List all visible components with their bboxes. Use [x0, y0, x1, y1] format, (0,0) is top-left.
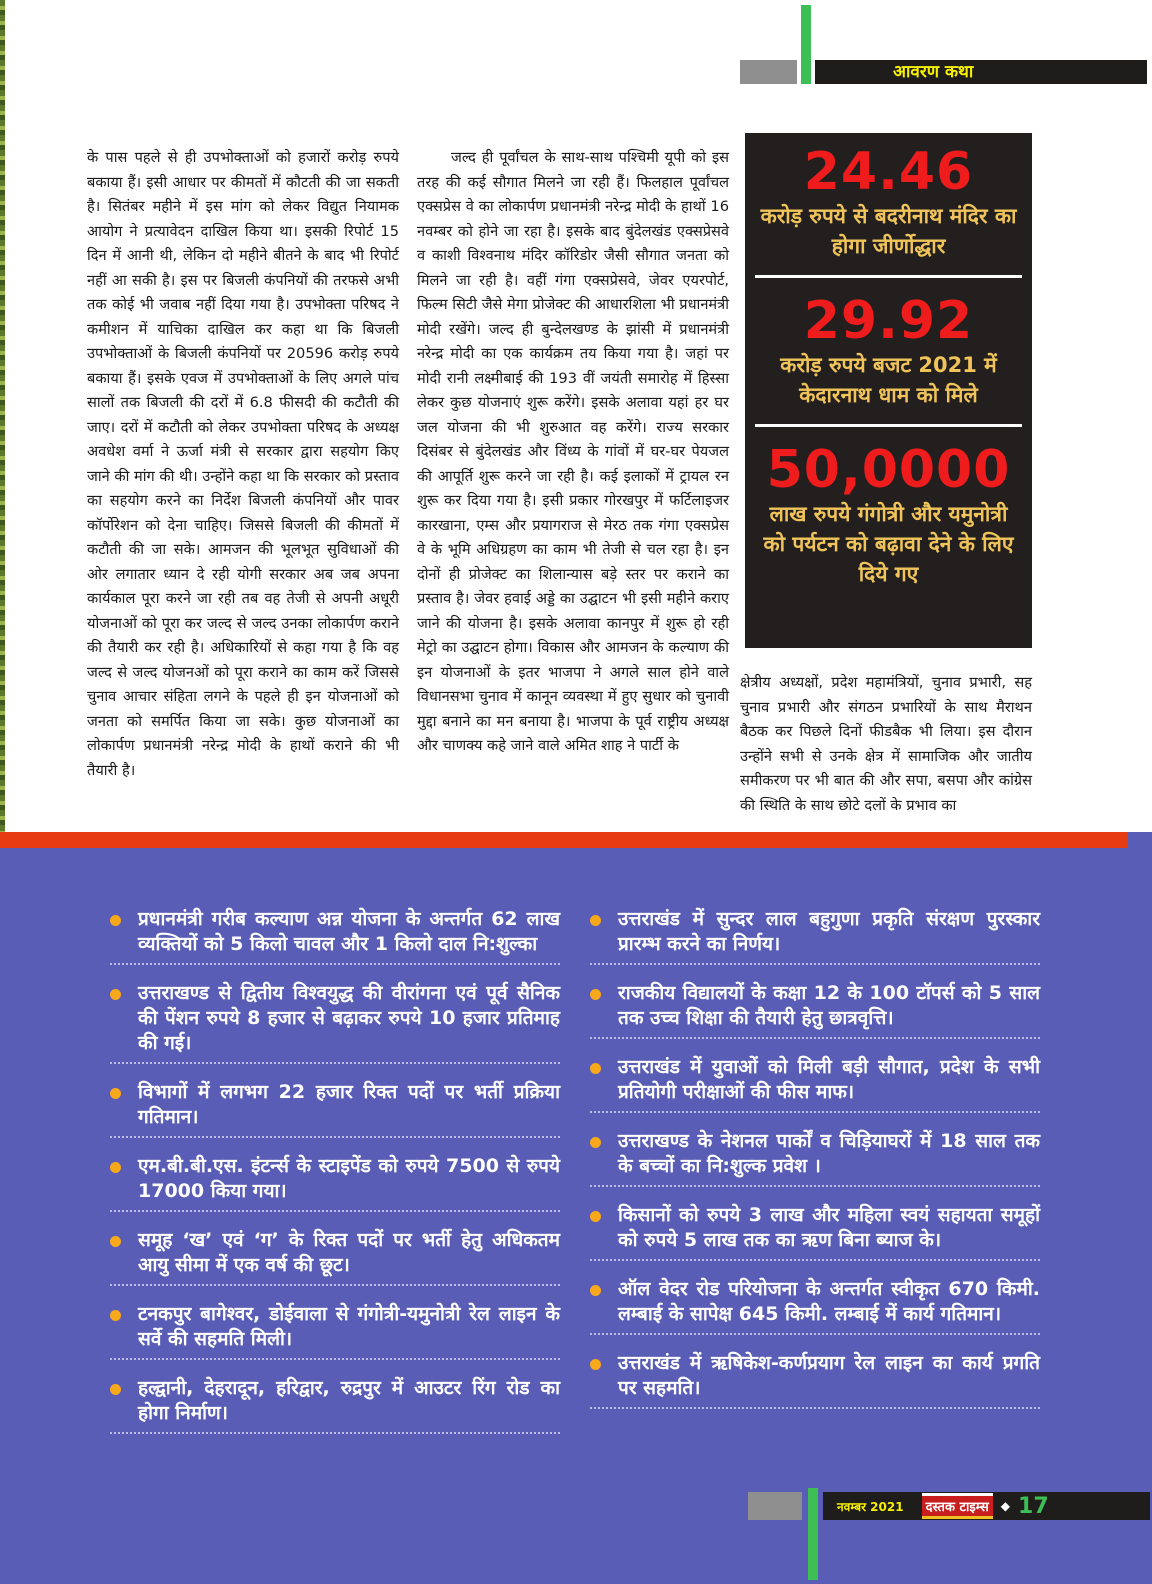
- bullet-icon: [590, 1285, 601, 1296]
- fact-item: [745, 133, 1032, 261]
- highlight-text: उत्तराखंड में सुन्दर लाल बहुगुणा प्रकृति संरक्षण पुरस्कार प्रारम्भ करने का निर्णय।: [618, 908, 1040, 955]
- highlight-text: उत्तराखण्ड से द्वितीय विश्वयुद्ध की वीरांगना एवं पूर्व सैनिक की पेंशन रुपये 8 हजार से बढ़ाकर रुपये 10 हजार प्रतिमाह की गई।: [138, 982, 560, 1054]
- bullet-icon: [590, 1137, 601, 1148]
- highlight-item: [110, 907, 560, 965]
- highlight-text: समूह ‘ख’ एवं ‘ग’ के रिक्त पदों पर भर्ती हेतु अधिकतम आयु सीमा में एक वर्ष की छूट।: [138, 1229, 560, 1276]
- fact-caption: करोड़ रुपये बजट 2021 में केदारनाथ धाम को मिले: [780, 353, 997, 407]
- fact-number: 24.46: [803, 142, 974, 202]
- highlight-item: [590, 907, 1040, 965]
- header-green-bar: [801, 5, 811, 84]
- highlights-list-right: [590, 907, 1040, 1425]
- bullet-icon: [110, 915, 121, 926]
- fact-caption: लाख रुपये गंगोत्री और यमुनोत्री को पर्यटन को बढ़ावा देने के लिए दिये गए: [763, 502, 1014, 586]
- fact-caption: करोड़ रुपये से बदरीनाथ मंदिर का होगा जीर्णोद्धार: [760, 204, 1017, 258]
- fact-divider: [755, 275, 1022, 278]
- header-gray-block: [740, 60, 797, 84]
- highlight-text: किसानों को रुपये 3 लाख और महिला स्वयं सहायता समूहों को रुपये 5 लाख तक का ऋण बिना ब्याज के।: [618, 1204, 1040, 1251]
- highlight-item: [590, 1129, 1040, 1187]
- highlight-text: राजकीय विद्यालयों के कक्षा 12 के 100 टॉपर्स को 5 साल तक उच्च शिक्षा की तैयारी हेतु छात्रवृत्ति।: [618, 982, 1040, 1029]
- bullet-icon: [110, 989, 121, 1000]
- article-column-1: के पास पहले से ही उपभोक्ताओं को हजारों करोड़ रुपये बकाया हैं। इसी आधार पर कीमतों में कौटती की जा सकती है। सितंबर महीने में इस मांग को लेकर विद्युत नियामक आयोग ने प्रत्यावेदन दाखिल किया था। इसकी रिपोर्ट 15 दिन में आनी थी, लेकिन दो महीने बीतने के बाद भी रिपोर्ट नहीं आ सकी है। इस पर बिजली कंपनियों की तरफसे अभी तक कोई भी जवाब नहीं दिया गया है। उपभोक्ता परिषद ने कमीशन में याचिका दाखिल कर कहा था कि बिजली उपभोक्ताओं के बिजली कंपनियों पर 20596 करोड़ रुपये बकाया हैं। इसके एवज में उपभोक्ताओं के लिए अगले पांच सालों तक बिजली की दरों में 6.8 फीसदी की कटौती की जाए। दरों में कटौती को लेकर उपभोक्ता परिषद के अध्यक्ष अवधेश वर्मा ने ऊर्जा मंत्री से सरकार द्वारा सहयोग किए जाने की मांग की थी। उन्होंने कहा था कि सरकार को प्रस्ताव का सहयोग करने का निर्देश बिजली कंपनियों और पावर कॉर्पोरेशन को देना चाहिए। जिससे बिजली की कीमतों में कटौती की जा सके। आमजन की भूलभूत सुविधाओं की ओर लगातार ध्यान दे रही योगी सरकार अब जब अपना कार्यकाल पूरा करने जा रही तब वह तेजी से अपनी अधूरी योजनाओं को पूरा कर जल्द से जल्द उनका लोकार्पण कराने की तैयारी कर रही है। अधिकारियों से कहा गया है कि वह जल्द से जल्द योजनओं को पूरा कराने का काम करें जिससे चुनाव आचार संहिता लगने के पहले ही इन योजनाओं को जनता को समर्पित किया जा सके। कुछ योजनाओं का लोकार्पण प्रधानमंत्री नरेन्द्र मोदी के हाथों कराने की भी तैयारी है।: [87, 149, 399, 779]
- bullet-icon: [590, 989, 601, 1000]
- magazine-logo: दस्तक टाइम्स: [922, 1493, 993, 1519]
- fact-number: 50,0000: [766, 440, 1011, 500]
- bullet-icon: [590, 1359, 601, 1370]
- bullet-icon: [110, 1384, 121, 1395]
- separator-dot-icon: ◆: [1000, 1499, 1011, 1513]
- highlights-list-left: [110, 907, 560, 1450]
- orange-divider-band: [0, 832, 1128, 848]
- highlight-text: टनकपुर बागेश्वर, डोईवाला से गंगोत्री-यमुनोत्री रेल लाइन के सर्वे की सहमति मिली।: [138, 1303, 560, 1350]
- highlight-item: [590, 1203, 1040, 1261]
- highlight-item: [110, 981, 560, 1064]
- highlight-text: हल्द्वानी, देहरादून, हरिद्वार, रुद्रपुर में आउटर रिंग रोड का होगा निर्माण।: [138, 1377, 560, 1424]
- highlight-text: उत्तराखण्ड के नेशनल पार्कों व चिड़ियाघरों में 18 साल तक के बच्चों का नि:शुल्क प्रवेश ।: [618, 1130, 1040, 1177]
- highlight-text: उत्तराखंड में युवाओं को मिली बड़ी सौगात, प्रदेश के सभी प्रतियोगी परीक्षाओं की फीस माफ।: [618, 1056, 1040, 1103]
- highlight-text: ऑल वेदर रोड परियोजना के अन्तर्गत स्वीकृत 670 किमी. लम्बाई के सापेक्ष 645 किमी. लम्बाई में कार्य गतिमान।: [618, 1278, 1040, 1325]
- highlight-text: उत्तराखंड में ऋषिकेश-कर्णप्रयाग रेल लाइन का कार्य प्रगति पर सहमति।: [618, 1352, 1040, 1399]
- band-corner: [1128, 832, 1152, 848]
- highlight-item: [590, 1351, 1040, 1409]
- highlight-text: विभागों में लगभग 22 हजार रिक्त पदों पर भर्ती प्रक्रिया गतिमान।: [138, 1081, 560, 1128]
- highlight-item: [590, 1277, 1040, 1335]
- fact-box: [745, 133, 1032, 648]
- highlight-item: [590, 1055, 1040, 1113]
- highlight-item: [110, 1154, 560, 1212]
- highlight-item: [110, 1228, 560, 1286]
- highlight-item: [110, 1302, 560, 1360]
- bullet-icon: [590, 1211, 601, 1222]
- section-title: आवरण कथा: [893, 62, 974, 82]
- fact-number: 29.92: [803, 291, 974, 351]
- bullet-icon: [590, 1063, 601, 1074]
- bullet-icon: [110, 1088, 121, 1099]
- bullet-icon: [110, 1236, 121, 1247]
- highlight-item: [110, 1080, 560, 1138]
- photo-edge: [0, 0, 5, 832]
- highlight-item: [590, 981, 1040, 1039]
- fact-item: [745, 431, 1032, 589]
- section-header: [815, 60, 1147, 84]
- footer-bar: [823, 1492, 1150, 1520]
- issue-date: नवम्बर 2021: [837, 1499, 904, 1514]
- fact-item: [745, 282, 1032, 410]
- footer-green-bar: [808, 1488, 818, 1580]
- highlight-text: प्रधानमंत्री गरीब कल्याण अन्न योजना के अन्तर्गत 62 लाख व्यक्तियों को 5 किलो चावल और 1 किलो दाल नि:शुल्का: [138, 908, 560, 955]
- article-column-2: जल्द ही पूर्वांचल के साथ-साथ पश्चिमी यूपी को इस तरह की कई सौगात मिलने जा रही हैं। फिलहाल पूर्वांचल एक्सप्रेस वे का लोकार्पण प्रधानमंत्री नरेन्द्र मोदी के हाथों 16 नवम्बर को होने जा रहा है। इसके बाद बुंदेलखंड एक्सप्रेसवे व काशी विश्वनाथ मंदिर कॉरिडोर जैसी सौगात जनता को मिलने जा रही है। वहीं गंगा एक्सप्रेसवे, जेवर एयरपोर्ट, फिल्म सिटी जैसे मेगा प्रोजेक्ट की आधारशिला भी प्रधानमंत्री मोदी रखेंगे। जल्द ही बुन्देलखण्ड के झांसी में प्रधानमंत्री नरेन्द्र मोदी का एक कार्यक्रम तय किया गया है। जहां पर मोदी रानी लक्ष्मीबाई की 193 वीं जयंती समारोह में हिस्सा लेकर कुछ योजनाएं शुरू करेंगे। इसके अलावा यहां हर घर जल योजना की भी शुरुआत वह करेंगे। राज्य सरकार दिसंबर से बुंदेलखंड और विंध्य के गांवों में घर-घर पेयजल की आपूर्ति शुरू करने जा रही है। कई इलाकों में ट्रायल रन शुरू कर दिया गया है। इसी प्रकार गोरखपुर में फर्टिलाइजर कारखाना, एम्स और प्रयागराज से मेरठ तक गंगा एक्सप्रेस वे के भूमि अधिग्रहण का काम भी तेजी से चल रहा है। इन दोनों ही प्रोजेक्ट का शिलान्यास बड़े स्तर पर कराने का प्रस्ताव है। जेवर हवाई अड्डे का उद्घाटन भी इसी महीने कराए जाने की योजना है। इसके अलावा कानपुर में शुरू हो रही मेट्रो का उद्घाटन होगा। विकास और आमजन के कल्याण की इन योजनाओं के इतर भाजपा ने अगले साल होने वाले विधानसभा चुनाव में कानून व्यवस्था में हुए सुधार को चुनावी मुद्दा बनाने का मन बनाया है। भाजपा के पूर्व राष्ट्रीय अध्यक्ष और चाणक्य कहे जाने वाले अमित शाह ने पार्टी के: [417, 149, 729, 754]
- highlight-text: एम.बी.बी.एस. इंटर्न्स के स्टाइपेंड को रुपये 7500 से रुपये 17000 किया गया।: [138, 1155, 560, 1202]
- highlight-item: [110, 1376, 560, 1434]
- article-column-3: क्षेत्रीय अध्यक्षों, प्रदेश महामंत्रियों, चुनाव प्रभारी, सह चुनाव प्रभारी और संगठन प्रभारियों के साथ मैराथन बैठक कर पिछले दिनों फीडबैक भी लिया। इस दौरान उन्होंने सभी से उनके क्षेत्र में सामाजिक और जातीय समीकरण पर भी बात की और सपा, बसपा और कांग्रेस की स्थिति के साथ छोटे दलों के प्रभाव का: [740, 674, 1032, 814]
- bullet-icon: [590, 915, 601, 926]
- bullet-icon: [110, 1310, 121, 1321]
- page-number: 17: [1018, 1493, 1049, 1519]
- footer-gray-block: [748, 1492, 802, 1520]
- fact-divider: [755, 424, 1022, 427]
- bullet-icon: [110, 1162, 121, 1173]
